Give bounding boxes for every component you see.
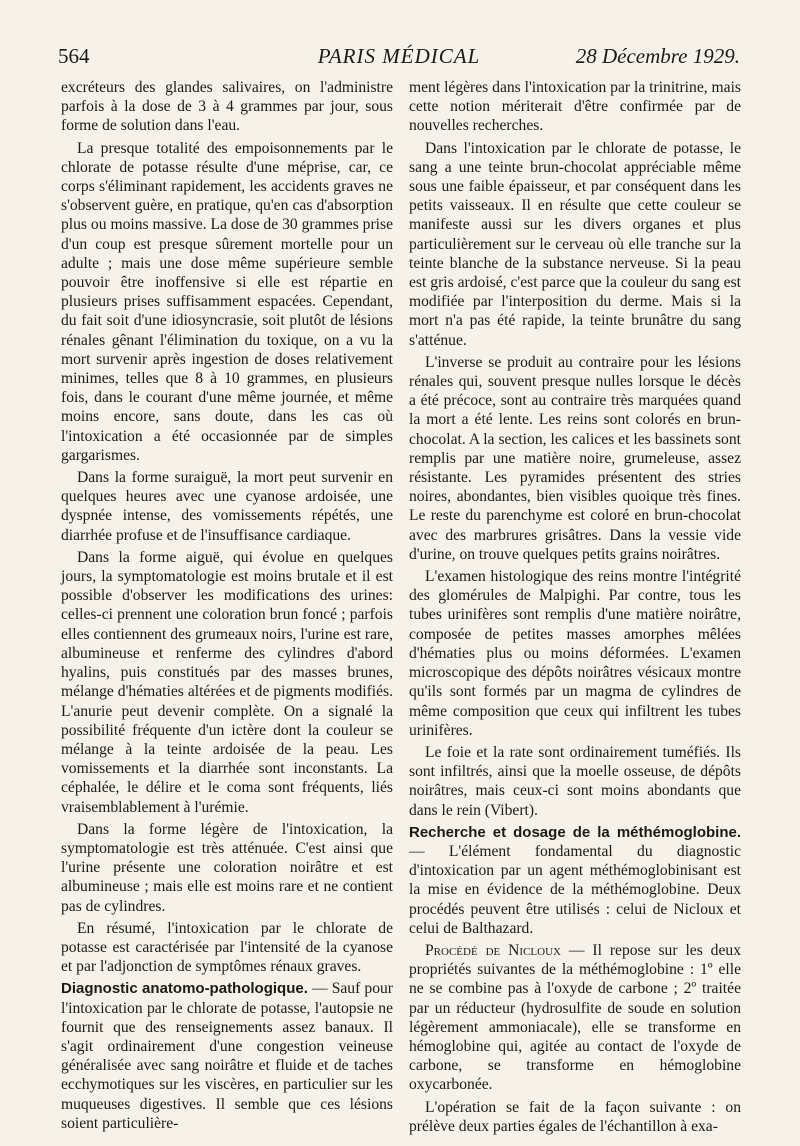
paragraph: Le foie et la rate sont ordinairement tuméfiés. Ils sont infiltrés, ainsi que la moelle osseuse, de dépôts noirâtres, mais ceux-ci sont moins abondants que dans le rein (Vibert).: [409, 743, 741, 819]
paragraph: L'examen histologique des reins montre l'intégrité des glomérules de Malpighi. Par contre, tous les tubes urinifères sont remplis d'une matière noirâtre, composée de petites masses amorphes mêlées d'hématies plus ou moins déformées. L'examen microscopique des dépôts noirâtres vésicaux montre qu'ils sont formés par un magma de cylindres de même composition que ceux qui infiltrent les tubes urinifères.: [409, 568, 741, 739]
procedure-title: Procédé de Nicloux: [425, 941, 561, 959]
paragraph: Dans la forme aiguë, qui évolue en quelques jours, la symptomatologie est moins brutale et il est possible d'observer les modifications des urines: celles-ci prennent une coloration brun foncé ; parfois elles contiennent des grumeaux noirs, l'urine est rare, albumineuse et renferme des cylindres d'abord hyalins, puis constitués par des masses brunes, mélange d'hématies altérées et de pigments modifiés. L'anurie peut devenir complète. On a signalé la possibilité fréquente d'un ictère dont la couleur se mélange à la teinte ardoisée de la peau. Les vomissements et la diarrhée sont inconstants. La céphalée, le délire et le coma sont fréquents, liés vraisemblablement à l'urémie.: [61, 548, 393, 816]
issue-date: 28 Décembre 1929.: [575, 44, 740, 68]
journal-title: PARIS MÉDICAL: [317, 44, 481, 68]
paragraph-text: — Il repose sur les deux propriétés suivantes de la méthémoglobine : 1º elle ne se combine pas à l'oxyde de carbone ; 2º traitée par un réducteur (hydrosulfite de soude en solution légèrement ammoniacale), elle se transforme en hémoglobine qui, agitée au contact de l'oxyde de carbone, se transforme en hémoglobine oxycarbonée.: [409, 941, 741, 1094]
right-column: [409, 78, 741, 1139]
left-column: [61, 78, 393, 1136]
paragraph: Dans la forme légère de l'intoxication, la symptomatologie est très atténuée. C'est ainsi que l'urine présente une coloration noirâtre et est albumineuse ; mais elle est moins rare et ne contient pas de cylindres.: [61, 820, 393, 915]
paragraph: En résumé, l'intoxication par le chlorate de potasse est caractérisée par l'intensité de la cyanose et par l'adjonction de symptômes rénaux graves.: [61, 919, 393, 976]
section-heading: Diagnostic anatomo-pathologique.: [61, 980, 308, 998]
paragraph: ment légères dans l'intoxication par la trinitrine, mais cette notion mériterait d'être confirmée par de nouvelles recherches.: [409, 79, 741, 135]
page-number: 564: [58, 44, 90, 68]
paragraph: L'opération se fait de la façon suivante : on prélève deux parties égales de l'échantillon à exa-: [409, 1098, 741, 1135]
page-header: [58, 44, 740, 70]
procedure-paragraph: [409, 941, 741, 1095]
paragraph: La presque totalité des empoisonnements par le chlorate de potasse résulte d'une méprise, car, ce corps s'éliminant rapidement, les accidents graves ne s'observent guère, en pratique, qu'en cas d'absorption plus ou moins massive. La dose de 30 grammes prise d'un coup est presque sûrement mortelle pour un adulte ; mais une dose même supérieure semble pouvoir être inoffensive si elle est répartie en plusieurs prises suffisamment espacées. Cependant, du fait soit d'une idiosyncrasie, soit plutôt de lésions rénales gênant l'élimination du toxique, on a vu la mort survenir après ingestion de doses relativement minimes, telles que 8 à 10 grammes, en plusieurs fois, dans le courant d'une même journée, et même moins encore, sans doute, dans les cas où l'intoxication a été occasionnée par de simples gargarismes.: [61, 139, 393, 464]
paragraph-text: — L'élément fondamental du diagnostic d'intoxication par un agent méthémoglobinisant est la mise en évidence de la méthémoglobine. Deux procédés peuvent être utilisés : celui de Nicloux et celui de Balthazard.: [409, 842, 741, 937]
paragraph: L'inverse se produit au contraire pour les lésions rénales qui, souvent presque nulles lorsque le décès a été précoce, sont au contraire très marquées quand la mort a été lente. Les reins sont colorés en brun-chocolat. A la section, les calices et les bassinets sont remplis par une matière noire, grumeleuse, assez résistante. Les pyramides présentent des stries noires, abondantes, bien visibles quoique très fines. Le reste du parenchyme est coloré en brun-chocolat avec des marbrures grisâtres. Dans la vessie vide d'urine, on trouve quelques petits grains noirâtres.: [409, 353, 741, 563]
paragraph: Dans l'intoxication par le chlorate de potasse, le sang a une teinte brun-chocolat appréciable même sous une faible épaisseur, et par conséquent dans les petits vaisseaux. Il en résulte que cette couleur se manifeste aussi sur les divers organes et plus particulièrement sur le cerveau où elle tranche sur la teinte blanche de la substance nerveuse. Si la peau est gris ardoisé, c'est parce que la couleur du sang est modifiée par l'interposition du derme. Mais si la mort n'a pas été rapide, la teinte brunâtre du sang s'atténue.: [409, 139, 741, 349]
paragraph: excréteurs des glandes salivaires, on l'administre parfois à la dose de 3 à 4 grammes par jour, sous forme de solution dans l'eau.: [61, 79, 393, 135]
paragraph: Dans la forme suraiguë, la mort peut survenir en quelques heures avec une cyanose ardoisée, une dyspnée intense, des vomissements répétés, une diarrhée profuse et de l'insuffisance cardiaque.: [61, 469, 393, 544]
section-heading: Recherche et dosage de la méthémoglobine.: [409, 823, 741, 841]
paragraph-text: — Sauf pour l'intoxication par le chlorate de potasse, l'autopsie ne fournit que des renseignements assez banaux. Il s'agit ordinairement d'une congestion veineuse généralisée avec sang noirâtre et fluide et de taches ecchymotiques sur les viscères, en particulier sur les muqueuses digestives. Il semble que ces lésions soient particulière-: [61, 980, 393, 1132]
